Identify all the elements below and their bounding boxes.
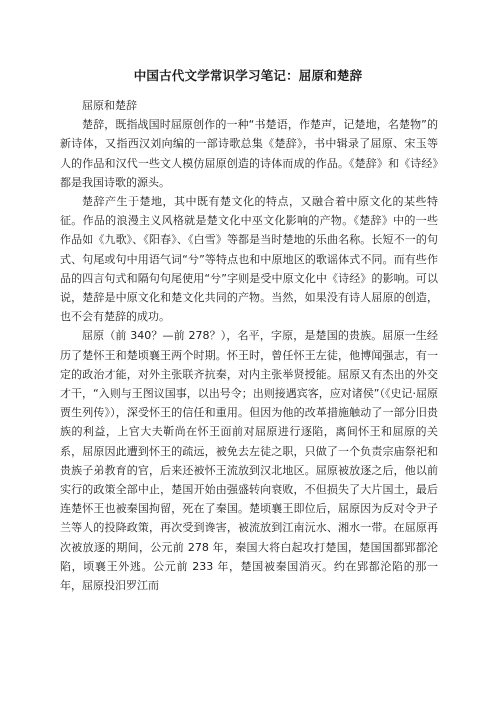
paragraph-quyuan-biography: 屈原（前 340？—前 278？），名平，字原，是楚国的贵族。屈原一生经历了楚怀王和楚顷襄王两个时期。怀王时，曾任怀王左徒，他博闻强志，有一定的政治才能，对外主张联齐抗秦，对内主张举贤授能。屈原又有杰出的外交才干，“入则与王图议国事，以出号令；出则接遇宾客，应对诸侯”（《史记·屈原贾生列传》），深受怀王的信任和重用。但因为他的改革措施触动了一部分旧贵族的利益，上官大夫靳尚在怀王面前对屈原进行逐陷，离间怀王和屈原的关系，屈原因此遭到怀王的疏远，被免去左徒之职，只做了一个负责宗庙祭祀和贵族子弟教育的官，后来还被怀王流放到汉北地区。屈原被放逐之后，他以前实行的政策全部中止，楚国开始由强盛转向衰败，不但损失了大片国土，最后连楚怀王也被秦国拘留，死在了秦国。楚顷襄王即位后，屈原因为反对令尹子兰等人的投降政策，再次受到谗害，被流放到江南沅水、湘水一带。在屈原再次被放逐的期间，公元前 278 年，秦国大将白起攻打楚国，楚国国都郢都沦陷，顷襄王外逃。公元前 233 年，楚国被秦国消灭。约在郢都沦陷的那一年，屈原投汨罗江而 — [60, 329, 438, 593]
document-title: 中国古代文学常识学习笔记：屈原和楚辞 — [133, 68, 363, 83]
paragraph-chuci-origin: 楚辞产生于楚地，其中既有楚文化的特点，又融合着中原文化的某些特征。作品的浪漫主义风格就是楚文化中巫文化影响的产物。《楚辞》中的一些作品如《九歌》、《阳春》、《白雪》等都是当时楚地的乐曲名称。长短不一的句式、句尾或句中用语气词“兮”等特点也和中原地区的歌谣体式不同。而有些作品的四言句式和隔句句尾使用“兮”字则是受中原文化中《诗经》的影响。可以说，楚辞是中原文化和楚文化共同的产物。当然，如果没有诗人屈原的创造，也不会有楚辞的成功。 — [60, 195, 438, 324]
document-body — [60, 96, 438, 595]
paragraph-chuci-definition: 楚辞，既指战国时屈原创作的一种“书楚语，作楚声，记楚地，名楚物”的新诗体，又指西汉刘向编的一部诗歌总集《楚辞》，书中辑录了屈原、宋玉等人的作品和汉代一些文人模仿屈原创造的诗体而成的作品。《楚辞》和《诗经》都是我国诗歌的源头。 — [60, 118, 438, 189]
section-subheading: 屈原和楚辞 — [82, 99, 137, 112]
